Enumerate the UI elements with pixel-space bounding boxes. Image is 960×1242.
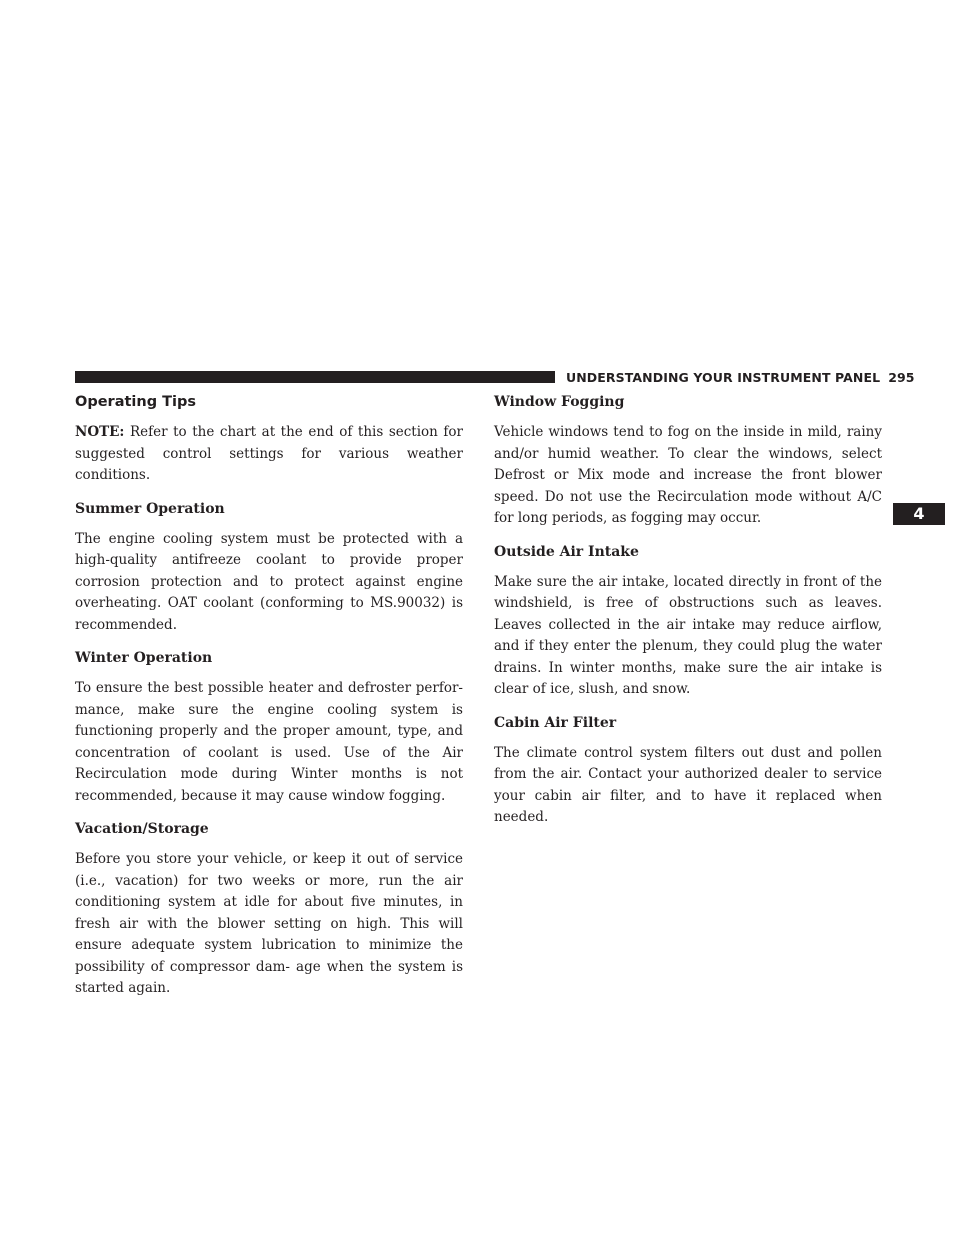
note-paragraph — [75, 422, 463, 487]
vacation-heading: Vacation/Storage — [75, 821, 209, 837]
cabin-air-filter-text: The climate control system filters out dust and pollen from the air. Contact your authorized dealer to service your cabin air filter, and to have it replaced when needed. — [494, 744, 882, 825]
summer-text: The engine cooling system must be protected with a high-quality antifreeze coolant to provide proper corrosion protection and to protect against engine overheating. OAT coolant (conforming to MS.90032) is recommended. — [75, 530, 463, 633]
summer-heading: Summer Operation — [75, 500, 225, 517]
right-column — [494, 392, 882, 841]
cabin-air-filter-heading: Cabin Air Filter — [494, 714, 617, 731]
winter-heading: Winter Operation — [75, 650, 213, 666]
running-header — [566, 370, 915, 386]
header-title: UNDERSTANDING YOUR INSTRUMENT PANEL — [566, 370, 881, 385]
left-column — [75, 392, 463, 1012]
window-fogging-text: Vehicle windows tend to fog on the inside in mild, rainy and/or humid weather. To clear the windows, select Defrost or Mix mode and increase the front blower speed. Do not use the Recirculation mode without A/C for long periods, as fogging may occur. — [494, 424, 882, 526]
outside-air-intake-text: Make sure the air intake, located directly in front of the windshield, is free of obstructions such as leaves. Leaves collected in the air intake may reduce airflow, and if they enter the plenum, they could plug the water drains. In winter months, make sure the air intake is clear of ice, slush, and snow. — [494, 573, 882, 697]
winter-text: To ensure the best possible heater and defroster perfor- mance, make sure the engine cooling system is functioning properly and the proper amount, type, and concentration of coolant is used. Use of the Air Recirculation mode during Winter months is not recommended, because it may cause window fogging. — [75, 680, 463, 804]
vacation-text: Before you store your vehicle, or keep it out of service (i.e., vacation) for two weeks or more, run the air conditioning system at idle for about five minutes, in fresh air with the blower setting on high. This will ensure adequate system lubrication to minimize the possibility of compressor dam- age when the system is started again. — [75, 851, 463, 996]
note-label: NOTE: — [75, 424, 125, 440]
page-number: 295 — [888, 370, 915, 385]
header-rule — [75, 371, 555, 383]
chapter-tab: 4 — [893, 503, 945, 525]
note-text: Refer to the chart at the end of this section for suggested control settings for various weather conditions. — [75, 424, 463, 483]
outside-air-intake-heading: Outside Air Intake — [494, 543, 639, 560]
window-fogging-heading: Window Fogging — [494, 394, 625, 410]
section-title: Operating Tips — [75, 394, 196, 410]
